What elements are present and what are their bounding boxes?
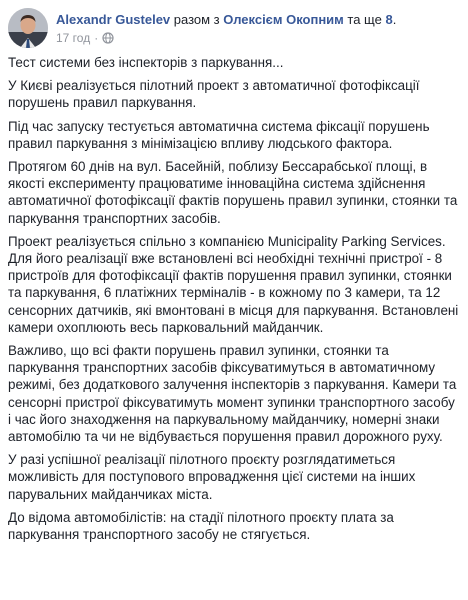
- author-name-link[interactable]: Alexandr Gustelev: [56, 12, 171, 27]
- post-body: [8, 54, 460, 549]
- post-header: [8, 8, 460, 48]
- author-line: [56, 12, 396, 28]
- post-paragraph: У разі успішної реалізації пілотного проєкту розглядатиметься можливість для поступового впровадження цієї системи на інших парувальних майданчиках міста.: [8, 452, 416, 502]
- avatar-photo: [8, 8, 48, 48]
- tag-suffix: та ще: [343, 12, 386, 27]
- post-timestamp-link[interactable]: 17 год: [56, 31, 91, 45]
- post-paragraph: У Києві реалізується пілотний проект з автоматичної фотофіксації порушень правил паркування.: [8, 78, 420, 111]
- tagged-others-link[interactable]: 8: [385, 12, 393, 27]
- post-paragraph: Тест системи без інспекторів з паркування...: [8, 55, 284, 70]
- tag-prefix: разом з: [170, 12, 224, 27]
- post-paragraph: До відома автомобілістів: на стадії пілотного проєкту плата за паркування транспортного засобу не стягується.: [8, 509, 394, 543]
- meta-separator: ·: [94, 31, 99, 45]
- author-avatar[interactable]: [8, 8, 48, 48]
- tagged-person-link[interactable]: Олексієм Окопним: [223, 12, 344, 27]
- tag-end: .: [392, 12, 397, 27]
- post-paragraph: Під час запуску тестується автоматична система фіксації порушень правил паркування з мінімізацією впливу людського фактора.: [8, 118, 430, 151]
- post-paragraph: Проект реалізується спільно з компанією Municipality Parking Services. Для його реалізації вже встановлені всі необхідні технічні пристрої - 8 пристроїв для фотофіксації фактів порушення правил зупинки, стоянки та паркування, 6 платіжних терміналів - в кожному по 3 камери, та 12 сенсорних датчиків, які вмонтовані в місця для паркування. Встановлені камери охоплюють весь парковальний майданчик.: [8, 233, 459, 335]
- post-paragraph: Протягом 60 днів на вул. Басейній, поблизу Бессарабської площі, в якості експерименту працюватиме інноваційна система здійснення автоматичної фотофіксації фактів порушень правил зупинки, стоянки та паркування транспортних засобів.: [8, 159, 458, 226]
- globe-icon[interactable]: [102, 32, 114, 44]
- post-paragraph: Важливо, що всі факти порушень правил зупинки, стоянки та паркування транспортних засобів фіксуватимуться в автоматичному режимі, без додаткового залучення інспекторів з паркування. Камери та сенсорні пристрої фіксуватимуть момент зупинки транспортного засобу і час його знаходження на паркувальному майданчику, номерні знаки автомобілю та чи не відбувається порушення правил дорожного руху.: [8, 343, 457, 445]
- post-meta: [56, 31, 114, 45]
